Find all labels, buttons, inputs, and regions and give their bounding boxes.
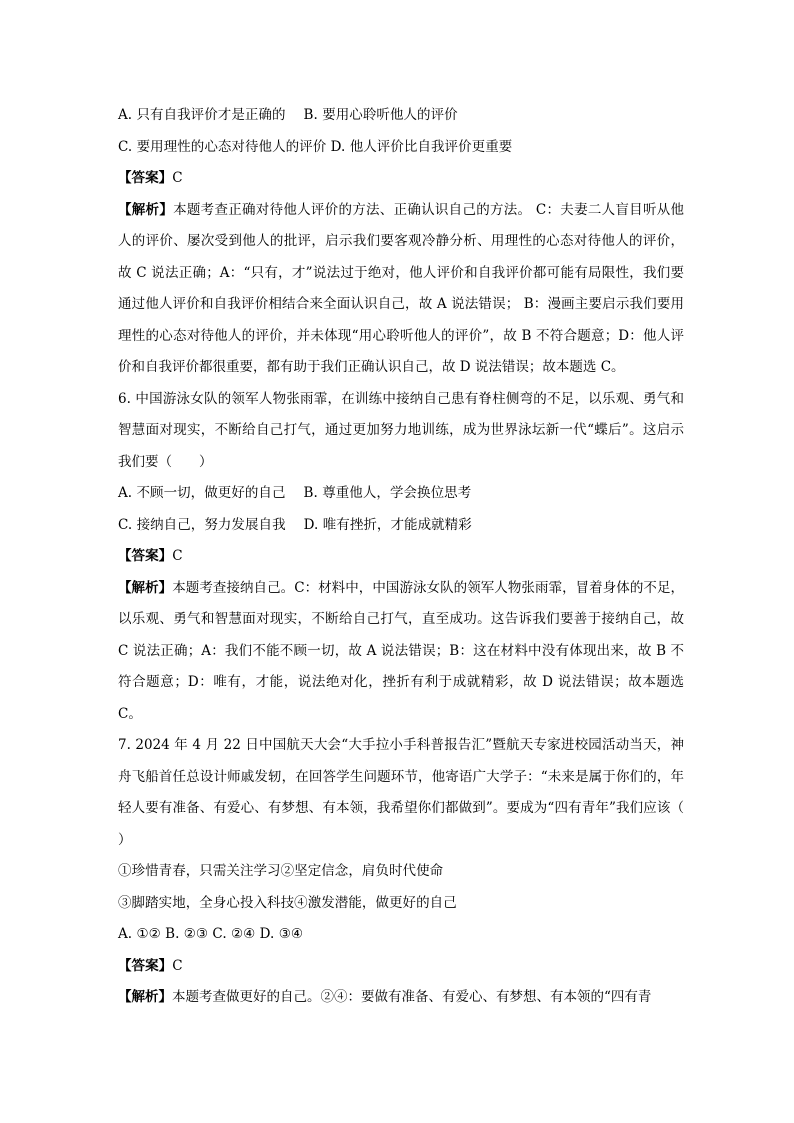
q6-options-row-1	[118, 478, 684, 510]
q7-analysis	[118, 982, 684, 1014]
page-content	[118, 100, 711, 1014]
q6-option-b: B. 尊重他人，学会换位思考	[303, 485, 472, 501]
q6-option-d: D. 唯有挫折，才能成就精彩	[303, 516, 472, 533]
q7-items-row-1: ①珍惜青春，只需关注学习②坚定信念，肩负时代使命	[118, 863, 444, 879]
q7-stem: 7. 2024 年 4 月 22 日中国航天大会“大手拉小手科普报告汇”暨航天专家进校园活动当天，神舟飞船首任总设计师戚发轫，在回答学生问题环节，他寄语广大学子：“未来是属于你们的，年轻人要有准备、有爱心、有梦想、有本领，我希望你们都做到”。要成为“四有青年”我们应该（ ）	[118, 737, 711, 848]
q6-answer-tag: 【答案】	[118, 548, 173, 564]
q6-option-c: C. 接纳自己，努力发展自我	[118, 516, 286, 533]
q6-analysis-text: 本题考查接纳自己。C：材料中，中国游泳女队的领军人物张雨霏，冒着身体的不足，以乐观、勇气和智慧面对现实，不断给自己打气，直至成功。这告诉我们要善于接纳自己，故 C 说法正确；A：我们不能不顾一切，故 A 说法错误；B：这在材料中没有体现出来，故 B 不符合题意；D：唯有，才能，说法绝对化，挫折有利于成就精彩，故 D 说法错误；故本题选 C。	[118, 579, 684, 722]
q7-analysis-text: 本题考查做更好的自己。②④：要做有准备、有爱心、有梦想、有本领的“四有青	[172, 989, 652, 1005]
q7-items-row-2: ③脚踏实地，全身心投入科技④激发潜能，做更好的自己	[118, 894, 457, 911]
q5-analysis-tag: 【解析】	[118, 201, 174, 218]
q6-option-a: A. 不顾一切，做更好的自己	[118, 485, 286, 501]
q6-analysis-tag: 【解析】	[118, 579, 173, 596]
q5-options-row-1	[118, 100, 684, 132]
q6-stem: 6. 中国游泳女队的领军人物张雨霏，在训练中接纳自己患有脊柱侧弯的不足，以乐观、勇气和智慧面对现实，不断给自己打气，通过更加努力地训练，成为世界泳坛新一代“蝶后”。这启示我们要（ ）	[118, 390, 684, 470]
q5-option-a: A. 只有自我评价才是正确的	[118, 107, 286, 123]
q5-answer-tag: 【答案】	[118, 170, 173, 186]
q6-options-row-2	[118, 510, 684, 542]
q5-analysis	[118, 195, 684, 384]
q6-answer	[118, 541, 684, 573]
q6-answer-value: C	[172, 548, 183, 564]
q5-answer	[118, 163, 684, 195]
q7-analysis-tag: 【解析】	[118, 989, 172, 1005]
q5-option-b: B. 要用心聆听他人的评价	[303, 107, 458, 123]
q5-options-row-2: C. 要用理性的心态对待他人的评价 D. 他人评价比自我评价更重要	[118, 138, 513, 155]
q5-answer-value: C	[172, 170, 183, 186]
q7-answer	[118, 951, 684, 983]
q7-answer-tag: 【答案】	[118, 957, 173, 974]
q5-analysis-text: 本题考查正确对待他人评价的方法、正确认识自己的方法。 C：夫妻二人盲目听从他人的评价、屡次受到他人的批评，启示我们要客观冷静分析、用理性的心态对待他人的评价，故 C 说法正确；A：“只有，才”说法过于绝对，他人评价和自我评价都可能有局限性，我们要通过他人评价和自我评价相结合来全面认识自己，故 A 说法错误； B：漫画主要启示我们要用理性的心态对待他人的评价，并未体现“用心聆听他人的评价”，故 B 不符合题意；D：他人评价和自我评价都很重要，都有助于我们正确认识自己，故 D 说法错误；故本题选 C。	[118, 201, 685, 375]
q7-answer-value: C	[172, 957, 183, 974]
q7-options: A. ①② B. ②③ C. ②④ D. ③④	[118, 926, 304, 942]
q6-analysis	[118, 573, 684, 731]
